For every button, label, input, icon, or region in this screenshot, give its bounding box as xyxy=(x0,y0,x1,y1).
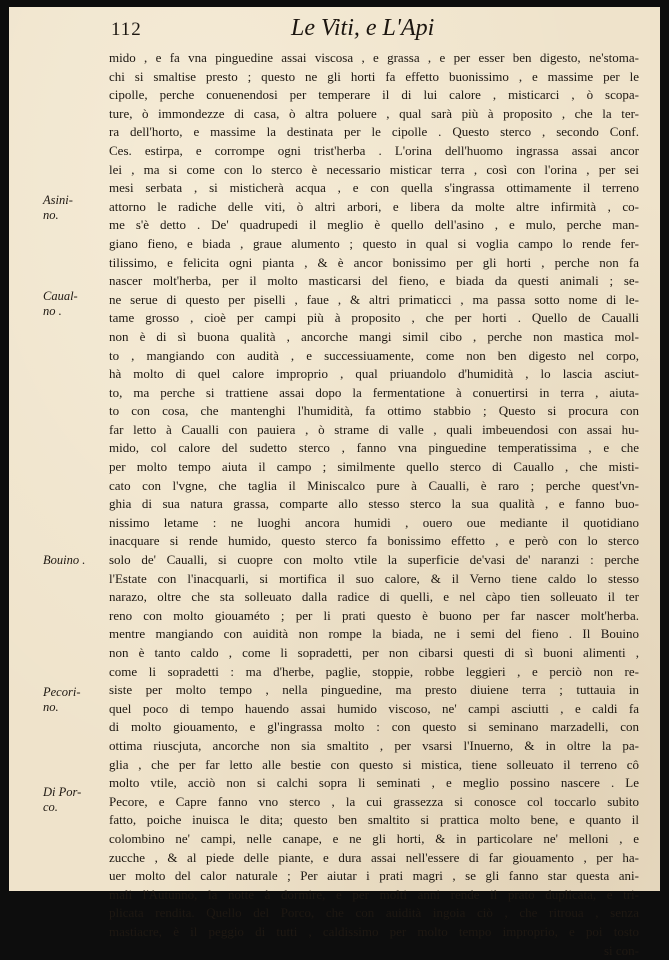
text-line: glia , che per far letto alle bestie con questo si mistica, tiene solleuato il terreno cô xyxy=(109,756,639,775)
text-line: hà molto di quel calore improprio , qual priuandolo d'humidità , lo lascia asciut- xyxy=(109,365,639,384)
text-line: fatto, poiche inuisca le dita; questo ben smaltito si prattica molto bene, e quanto il xyxy=(109,811,639,830)
text-line: mesi serbata , si misticherà acqua , e con quella s'ingrassa ottimamente il terreno xyxy=(109,179,639,198)
text-line: mali l'Autunno, la notte à dormire, e per molti anni rende il prato duplicata, e tri- xyxy=(109,886,639,905)
book-page xyxy=(9,7,660,891)
text-line: colombino ne' campi, nelle canape, e ne gli horti, & in particolare ne' melloni , e xyxy=(109,830,639,849)
text-line: ra dell'horto, e massime la destinata per le cipolle . Questo sterco , secondo Conf. xyxy=(109,123,639,142)
margin-note-porco xyxy=(43,785,99,815)
text-line: solo de' Caualli, si cuopre con molto vtile la superficie de'vasi de' naranzi : perche xyxy=(109,551,639,570)
text-line: come li sopradetti : ma d'herbe, paglie, stoppie, robbe leggieri , e perciò non re- xyxy=(109,663,639,682)
text-line: Ces. estirpa, e corrompe ogni trist'herba . L'orina dell'huomo ingrassa assai ancor xyxy=(109,142,639,161)
text-line: narazo, oltre che sta solleuato dalla radice di quelli, e nel càpo tien solleuato il ter xyxy=(109,588,639,607)
text-line: siste per molto tempo , nella pinguedine, ma presto diuiene terra ; tuttauia in xyxy=(109,681,639,700)
running-title: Le Viti, e L'Api xyxy=(291,15,434,42)
text-line: inacquare si rende humido, questo sterco fa bonissimo effetto , e però con lo sterco xyxy=(109,532,639,551)
text-line: to con cosa, che mantenghi l'humidità, fa ottimo stabbio ; Questo si procura con xyxy=(109,402,639,421)
text-line: cato con l'vgne, che taglia il Miniscalco pure à Caualli, è raro ; perche quest'vn- xyxy=(109,477,639,496)
text-line: to, ma perche si trattiene assai dopo la fermentatione à conuertirsi in terra , aiuta- xyxy=(109,384,639,403)
text-line: nissimo letame : ne luoghi ancora humidi , ouero oue mediante il quotidiano xyxy=(109,514,639,533)
margin-note-pecorino xyxy=(43,685,99,715)
text-line: me s'è detto . De' quadrupedi il meglio è quello dell'asino , e mulo, perche man- xyxy=(109,216,639,235)
page-header xyxy=(111,15,651,43)
margin-note-text: Pecori- no. xyxy=(43,685,80,714)
text-line: mido, col calore del sudetto sterco , fanno vna pinguedine temperatissima , e che xyxy=(109,439,639,458)
text-line: ottima riuscjuta, ancorche non sia smaltito , per vsarsi l'Inuerno, & in oltre la pa- xyxy=(109,737,639,756)
text-line: attorno le radiche delle viti, ò altri arbori, e libera da molte altre infirmità , co- xyxy=(109,198,639,217)
text-line: Pecore, e Capre fanno vno sterco , la cui grassezza si conosce col toccarlo subito xyxy=(109,793,639,812)
body-text xyxy=(109,49,639,960)
text-line: di molto giouamento, e gl'ingrassa molto : con questo si seminano marzadelli, con xyxy=(109,718,639,737)
margin-note-bovino xyxy=(43,553,99,568)
text-line: mastiacre, è il peggio di tutti , caldissimo per molto tempo improprio, e poi tosto xyxy=(109,923,639,942)
text-line: nascer molt'herba, per il molto masticarsi del fieno, e biada da questi animali ; se- xyxy=(109,272,639,291)
text-line: tilissimo, e felicita ogni pianta , & è ancor bonissimo per gli horti , perche non fa xyxy=(109,254,639,273)
text-line: non è di sì buona qualità , ancorche mangi simil cibo , perche non mastica mol- xyxy=(109,328,639,347)
text-line: lei , ma si come con lo sterco è necessario misticar terra , così con l'orina , per sei xyxy=(109,161,639,180)
text-line: reno con molto giouaméto ; per li prati questo è buono per far nascer molt'herba. xyxy=(109,607,639,626)
text-line: mentre mangiando con auidità non rompe la biada, ne i semi del fieno . Il Bouino xyxy=(109,625,639,644)
catchword: si con- xyxy=(109,942,639,960)
text-line: plicata rendita. Quello del Porco, che con auidità ingoia ciò , che ritroua , senza xyxy=(109,904,639,923)
text-line: quel poco di tempo hauendo assai humido viscoso, ne' campi asciutti , e caldi fa xyxy=(109,700,639,719)
page-number: 112 xyxy=(111,19,142,41)
text-line: cipolle, perche conuenendosi per temperare il di lui calore , misticarci , ò scopa- xyxy=(109,86,639,105)
margin-note-text: Caual- no . xyxy=(43,289,78,318)
margin-note-text: Asini- no. xyxy=(43,193,73,222)
text-line: ghia di sua natura grassa, comparte allo stesso sterco la sua qualità , e fanno buo- xyxy=(109,495,639,514)
text-line: to , mangiando con audità , e successiuamente, come non ben digesto nel corpo, xyxy=(109,347,639,366)
text-line: ne serue di questo per piselli , faue , & altri primaticci , ma passa sotto nome di le- xyxy=(109,291,639,310)
margin-note-asinino xyxy=(43,193,99,223)
margin-note-cavallino xyxy=(43,289,99,319)
text-line: ture, ò immondezze di casa, ò altra poluere , qual sarà più à proposito , che la ter- xyxy=(109,105,639,124)
margin-note-text: Di Por- co. xyxy=(43,785,81,814)
text-line: uer molto del calor naturale ; Per aiutar i prati magri , se gli fanno star questa ani- xyxy=(109,867,639,886)
text-line: giano fieno, e biada , graue alumento ; questo in qual si voglia campo lo rende fer- xyxy=(109,235,639,254)
text-line: mido , e fa vna pinguedine assai viscosa , e grassa , e per esser ben digesto, ne'stoma- xyxy=(109,49,639,68)
margin-note-text: Bouino . xyxy=(43,553,85,567)
text-line: far letto à Caualli con pauiera , ò strame di valle , quali imbeuendosi con assai hu- xyxy=(109,421,639,440)
text-line: non è tanto caldo , come li sopradetti, per non cibarsi questi di sì buoni alimenti , xyxy=(109,644,639,663)
text-line: molto vtile, acciò non si calchi sopra li seminati , e meglio possino nascere . Le xyxy=(109,774,639,793)
text-line: tame grosso , cioè per campi più à proposito , che per horti . Quello de Caualli xyxy=(109,309,639,328)
text-line: zucche , & al piede delle piante, e dura assai nell'essere di far giouamento , per ha- xyxy=(109,849,639,868)
text-line: l'Estate con l'inacquarli, si mortifica il suo calore, & il Verno tiene caldo lo stesso xyxy=(109,570,639,589)
text-line: per molto tempo aiuta il campo ; similmente quello sterco di Cauallo , che misti- xyxy=(109,458,639,477)
text-line: chi si smaltise presto ; questo ne gli horti fa effetto buonissimo , e massime per le xyxy=(109,68,639,87)
